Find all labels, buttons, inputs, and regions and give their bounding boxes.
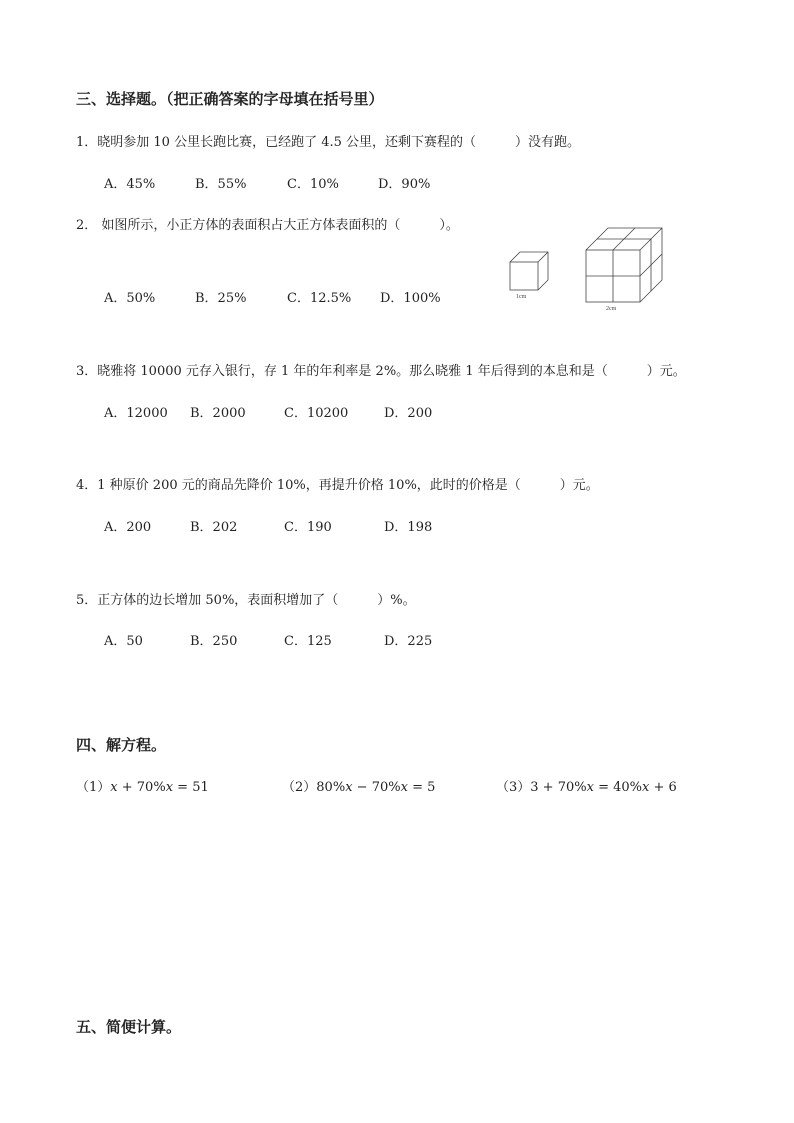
q4-option-c: C．190 xyxy=(284,520,332,535)
q2-option-a: A．50% xyxy=(104,291,156,306)
q4-option-b: B．202 xyxy=(190,520,238,535)
question-5-stem: 5．正方体的边长增加 50%，表面积增加了（ ）%。 xyxy=(76,593,416,608)
question-1-stem: 1．晓明参加 10 公里长跑比赛，已经跑了 4.5 公里，还剩下赛程的（ ）没有跑。 xyxy=(76,135,581,150)
q3-option-a: A．12000 xyxy=(104,406,168,421)
equation-3: （3）3 + 70%x = 40%x + 6 xyxy=(496,780,677,795)
section3-heading: 三、选择题。（把正确答案的字母填在括号里） xyxy=(76,90,384,108)
small-cube-label: 1cm xyxy=(516,294,527,300)
q1-option-c: C．10% xyxy=(287,177,339,192)
large-cube-icon xyxy=(586,228,662,302)
q4-option-d: D．198 xyxy=(384,520,433,535)
question-4-stem: 4．1 种原价 200 元的商品先降价 10%，再提升价格 10%，此时的价格是（ ）元。 xyxy=(76,478,599,493)
q3-option-d: D．200 xyxy=(384,406,433,421)
q5-option-c: C．125 xyxy=(284,634,332,649)
q2-option-c: C．12.5% xyxy=(287,291,352,306)
small-cube-icon xyxy=(510,252,548,290)
q1-option-d: D．90% xyxy=(378,177,431,192)
section4-heading: 四、解方程。 xyxy=(76,736,167,754)
q2-option-d: D．100% xyxy=(380,291,441,306)
question-3-stem: 3．晓雅将 10000 元存入银行，存 1 年的年利率是 2%。那么晓雅 1 年后得到的本息和是（ ）元。 xyxy=(76,364,686,379)
q1-option-a: A．45% xyxy=(104,177,156,192)
q3-option-b: B．2000 xyxy=(190,406,246,421)
q4-option-a: A．200 xyxy=(104,520,152,535)
q5-option-b: B．250 xyxy=(190,634,238,649)
equation-2: （2）80%x − 70%x = 5 xyxy=(282,780,436,795)
q3-option-c: C．10200 xyxy=(284,406,349,421)
q5-option-a: A．50 xyxy=(104,634,143,649)
q1-option-b: B．55% xyxy=(195,177,247,192)
large-cube-label: 2cm xyxy=(606,306,617,312)
cube-figure xyxy=(500,222,700,314)
question-2-stem: 2． 如图所示，小正方体的表面积占大正方体表面积的（ ）。 xyxy=(76,218,459,233)
q2-option-b: B．25% xyxy=(195,291,247,306)
section5-heading: 五、简便计算。 xyxy=(76,1018,182,1036)
equation-1: （1）x + 70%x = 51 xyxy=(76,780,209,795)
q5-option-d: D．225 xyxy=(384,634,433,649)
